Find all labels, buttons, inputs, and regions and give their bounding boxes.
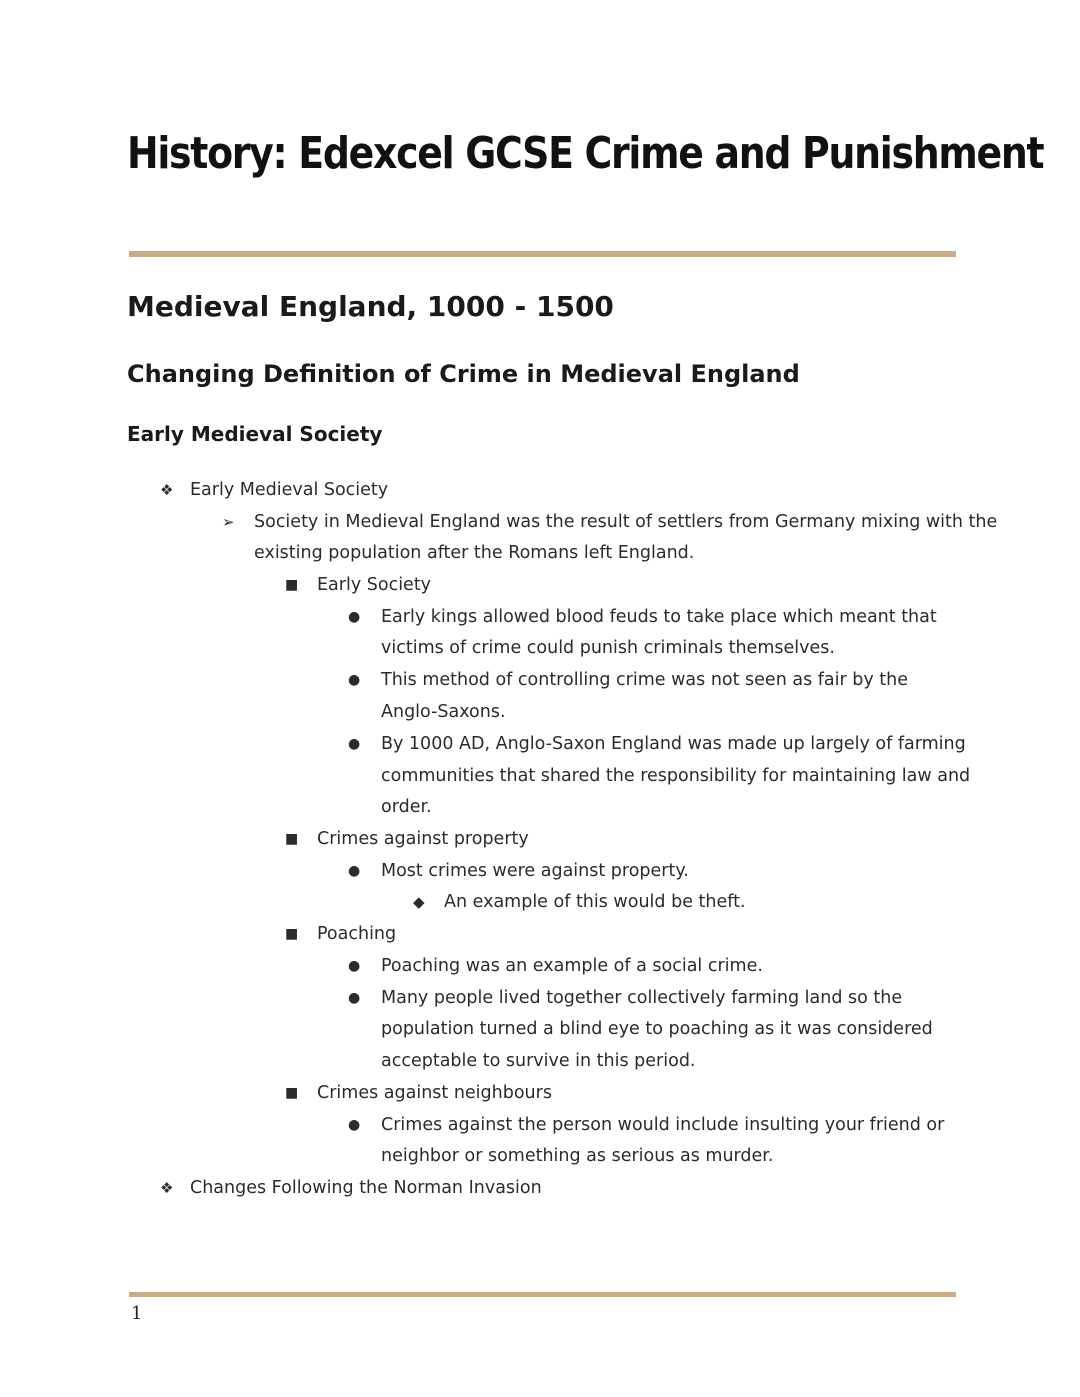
list-item: Changes Following the Norman Invasion	[190, 1178, 542, 1198]
list-item-continuation: communities that shared the responsibility for maintaining law and	[381, 766, 971, 786]
subsubsection-heading: Early Medieval Society	[127, 422, 383, 446]
list-item: This method of controlling crime was not seen as fair by the	[381, 670, 908, 690]
diamond-solid-bullet-icon: ◆	[413, 893, 425, 911]
list-item-continuation: order.	[381, 797, 432, 817]
list-item-continuation: Anglo-Saxons.	[381, 702, 506, 722]
list-item: An example of this would be theft.	[444, 892, 746, 912]
list-item: Many people lived together collectively farming land so the	[381, 988, 903, 1008]
square-bullet-icon: ■	[285, 577, 299, 593]
list-item: Early Society	[317, 575, 432, 595]
list-item-continuation: existing population after the Romans left England.	[254, 543, 695, 563]
dot-bullet-icon: ●	[348, 863, 361, 879]
list-item-continuation: acceptable to survive in this period.	[381, 1051, 696, 1071]
page-number: 1	[131, 1303, 143, 1324]
list-item: Most crimes were against property.	[381, 861, 689, 881]
list-item-continuation: neighbor or something as serious as murder.	[381, 1146, 774, 1166]
dot-bullet-icon: ●	[348, 958, 361, 974]
square-bullet-icon: ■	[285, 831, 299, 847]
list-item-continuation: population turned a blind eye to poaching as it was considered	[381, 1019, 933, 1039]
list-item: Society in Medieval England was the result of settlers from Germany mixing with the	[254, 512, 998, 532]
list-item-continuation: victims of crime could punish criminals themselves.	[381, 638, 835, 658]
list-item: Poaching was an example of a social crime.	[381, 956, 763, 976]
diamond-outline-bullet-icon: ❖	[160, 481, 174, 499]
list-item: Crimes against the person would include insulting your friend or	[381, 1115, 945, 1135]
diamond-outline-bullet-icon: ❖	[160, 1179, 174, 1197]
square-bullet-icon: ■	[285, 1085, 299, 1101]
footer-divider	[129, 1292, 956, 1297]
arrow-bullet-icon: ➢	[222, 513, 235, 531]
section-heading: Medieval England, 1000 - 1500	[127, 290, 614, 323]
title-divider	[129, 251, 956, 257]
dot-bullet-icon: ●	[348, 1117, 361, 1133]
dot-bullet-icon: ●	[348, 672, 361, 688]
list-item: Early Medieval Society	[190, 480, 389, 500]
document-title: History: Edexcel GCSE Crime and Punishment	[127, 128, 1044, 179]
dot-bullet-icon: ●	[348, 736, 361, 752]
list-item: Crimes against property	[317, 829, 529, 849]
subsection-heading: Changing Definition of Crime in Medieval England	[127, 360, 800, 388]
square-bullet-icon: ■	[285, 926, 299, 942]
list-item: Early kings allowed blood feuds to take place which meant that	[381, 607, 937, 627]
dot-bullet-icon: ●	[348, 990, 361, 1006]
dot-bullet-icon: ●	[348, 609, 361, 625]
list-item: Crimes against neighbours	[317, 1083, 552, 1103]
list-item: By 1000 AD, Anglo-Saxon England was made up largely of farming	[381, 734, 966, 754]
list-item: Poaching	[317, 924, 397, 944]
